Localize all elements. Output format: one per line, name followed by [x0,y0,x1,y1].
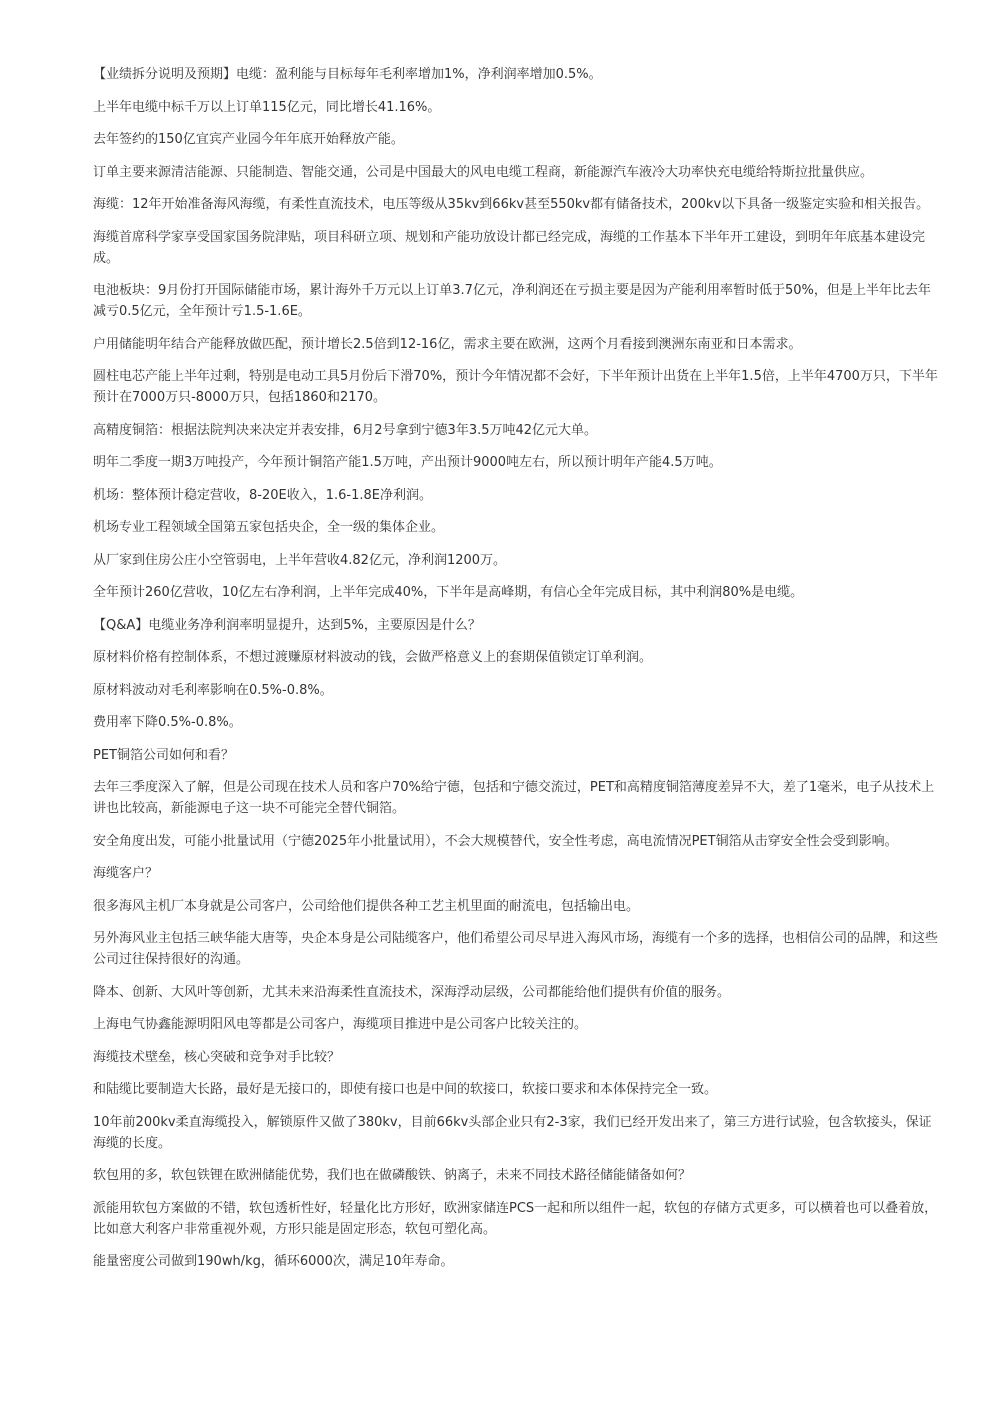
paragraph: 海缆：12年开始准备海风海缆，有柔性直流技术，电压等级从35kv到66kv甚至550kv都有储备技术，200kv以下具备一级鉴定实验和相关报告。 [93,197,930,212]
paragraph: 去年三季度深入了解，但是公司现在技术人员和客户70%给宁德，包括和宁德交流过，PET和高精度铜箔薄度差异不大，差了1毫米，电子从技术上讲也比较高，新能源电子这一块不可能完全替代铜箔。 [93,780,935,816]
paragraph: 上海电气协鑫能源明阳风电等都是公司客户，海缆项目推进中是公司客户比较关注的。 [93,1017,588,1032]
paragraph: 机场：整体预计稳定营收，8-20E收入，1.6-1.8E净利润。 [93,487,432,503]
paragraph: 明年二季度一期3万吨投产，今年预计铜箔产能1.5万吨，产出预计9000吨左右，所以预计明年产能4.5万吨。 [93,455,722,470]
paragraph: 从厂家到住房公庄小空管弱电，上半年营收4.82亿元，净利润1200万。 [93,552,507,568]
paragraph: 和陆缆比要制造大长路，最好是无接口的，即使有接口也是中间的软接口，软接口要求和本体保持完全一致。 [93,1082,718,1097]
paragraph: 原材料价格有控制体系，不想过渡赚原材料波动的钱，会做严格意义上的套期保值锁定订单利润。 [93,650,653,665]
paragraph: 另外海风业主包括三峡华能大唐等，央企本身是公司陆缆客户，他们希望公司尽早进入海风市场，海缆有一个多的选择，也相信公司的品牌，和这些公司过往保持很好的沟通。 [93,931,939,967]
paragraph: 派能用软包方案做的不错，软包透析性好，轻量化比方形好，欧洲家储连PCS一起和所以组件一起，软包的存储方式更多，可以横着也可以叠着放，比如意大利客户非常重视外观，方形只能是固定形态，软包可塑化高。 [93,1200,938,1237]
document-body [93,64,943,1284]
paragraph: 【业绩拆分说明及预期】电缆：盈利能与目标每年毛利率增加1%，净利润率增加0.5%。 [93,67,602,82]
paragraph: 降本、创新、大风叶等创新，尤其未来沿海柔性直流技术，深海浮动层级，公司都能给他们提供有价值的服务。 [93,984,731,1000]
paragraph: 全年预计260亿营收，10亿左右净利润，上半年完成40%，下半年是高峰期，有信心全年完成目标，其中利润80%是电缆。 [93,585,804,600]
paragraph: 电池板块：9月份打开国际储能市场，累计海外千万元以上订单3.7亿元，净利润还在亏损主要是因为产能利用率暂时低于50%，但是上半年比去年减亏0.5亿元，全年预计亏1.5-1.6E。 [93,283,931,319]
question: PET铜箔公司如何和看？ [93,747,234,763]
paragraph: 原材料波动对毛利率影响在0.5%-0.8%。 [93,682,333,698]
question: 海缆技术壁垒，核心突破和竞争对手比较？ [93,1049,341,1065]
paragraph: 机场专业工程领域全国第五家包括央企，全一级的集体企业。 [93,520,445,535]
paragraph: 海缆首席科学家享受国家国务院津贴，项目科研立项、规划和产能功放设计都已经完成，海缆的工作基本下半年开工建设，到明年年底基本建设完成。 [93,229,926,266]
paragraph: 很多海风主机厂本身就是公司客户，公司给他们提供各种工艺主机里面的耐流电，包括输出电。 [93,898,640,914]
paragraph: 上半年电缆中标千万以上订单115亿元，同比增长41.16%。 [93,99,441,115]
paragraph: 费用率下降0.5%-0.8%。 [93,715,242,730]
paragraph: 户用储能明年结合产能释放做匹配，预计增长2.5倍到12-16亿，需求主要在欧洲，这两个月看接到澳洲东南亚和日本需求。 [93,336,802,352]
paragraph: 去年签约的150亿宜宾产业园今年年底开始释放产能。 [93,132,404,147]
paragraph: 高精度铜箔：根据法院判决来决定并表安排，6月2号拿到宁德3年3.5万吨42亿元大单。 [93,422,598,438]
paragraph: 订单主要来源清洁能源、只能制造、智能交通，公司是中国最大的风电电缆工程商，新能源汽车液冷大功率快充电缆给特斯拉批量供应。 [93,164,874,180]
paragraph: 安全角度出发，可能小批量试用（宁德2025年小批量试用），不会大规模替代，安全性考虑，高电流情况PET铜箔从击穿安全性会受到影响。 [93,833,898,849]
paragraph: 圆柱电芯产能上半年过剩，特别是电动工具5月份后下滑70%，预计今年情况都不会好，下半年预计出货在上半年1.5倍，上半年4700万只，下半年预计在7000万只-8000万只，包括1860和2170。 [93,369,938,405]
paragraph: 10年前200kv柔直海缆投入，解锁原件又做了380kv，目前66kv头部企业只有2-3家，我们已经开发出来了，第三方进行试验，包含软接头，保证海缆的长度。 [93,1114,932,1151]
paragraph: 能量密度公司做到190wh/kg，循环6000次，满足10年寿命。 [93,1254,454,1269]
question: 软包用的多，软包铁锂在欧洲储能优势，我们也在做磷酸铁、钠离子，未来不同技术路径储能储备如何？ [93,1168,692,1183]
question: 海缆客户？ [93,866,159,881]
qa-heading: 【Q&A】电缆业务净利润率明显提升，达到5%，主要原因是什么？ [93,617,481,633]
